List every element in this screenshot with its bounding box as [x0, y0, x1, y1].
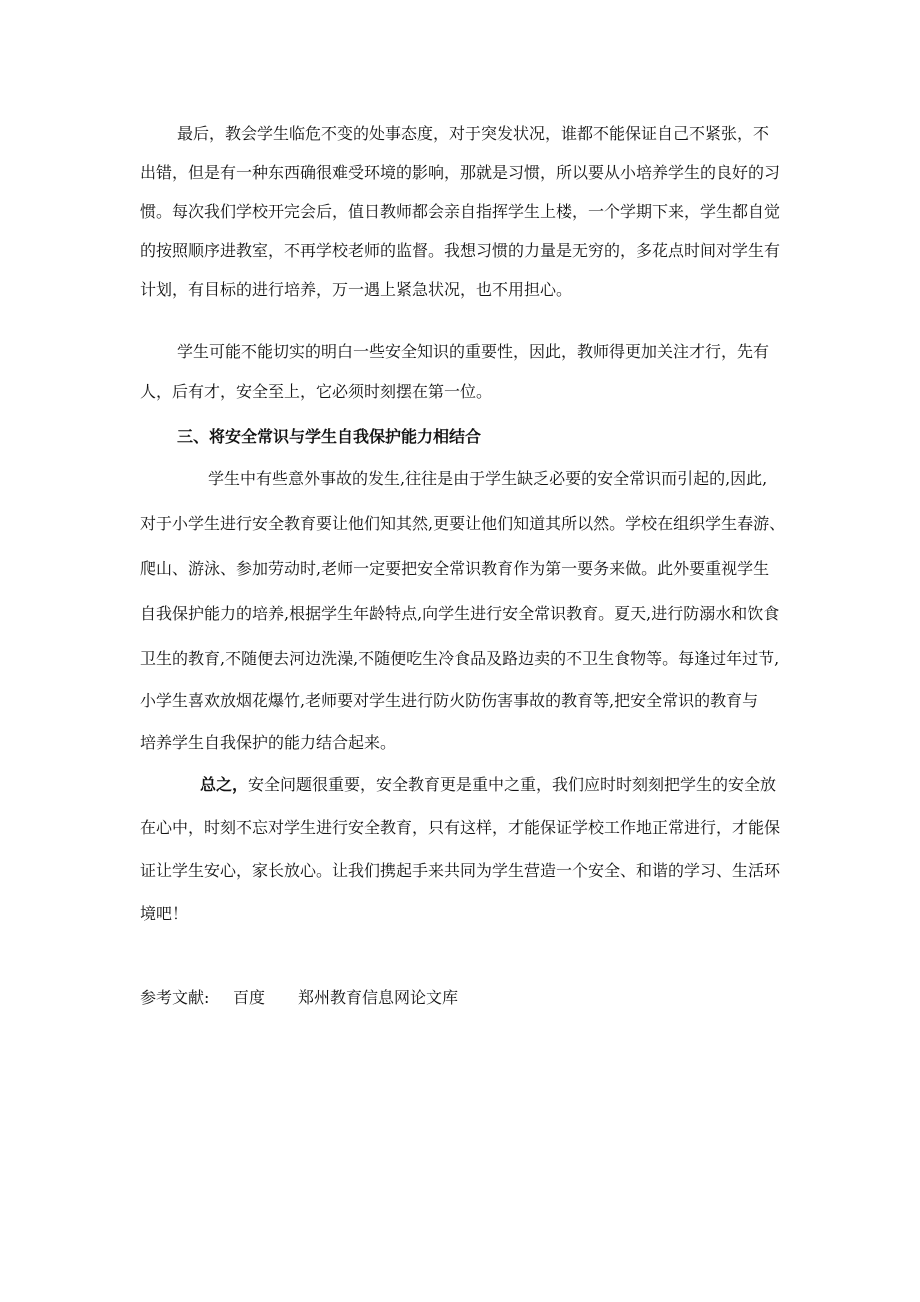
conclusion-text: 安全问题很重要，安全教育更是重中之重，我们应时时刻刻把学生的安全放	[248, 775, 777, 794]
conclusion-line: 证让学生安心，家长放心。让我们携起手来共同为学生营造一个安全、和谐的学习、生活环	[140, 861, 781, 880]
reference-item: 百度	[233, 988, 266, 1007]
paragraph-3-line: 自我保护能力的培养,根据学生年龄特点,向学生进行安全常识教育。夏天,进行防溺水和饮食	[140, 604, 780, 623]
paragraph-3-line: 小学生喜欢放烟花爆竹,老师要对学生进行防火防伤害事故的教育等,把安全常识的教育与	[140, 691, 759, 710]
conclusion-line-first	[200, 775, 776, 795]
paragraph-1-line: 最后，教会学生临危不变的处事态度，对于突发状况，谁都不能保证自己不紧张，不	[177, 124, 770, 143]
conclusion-line: 在心中，时刻不忘对学生进行安全教育，只有这样，才能保证学校工作地正常进行，才能保	[140, 818, 781, 837]
conclusion-line: 境吧！	[140, 904, 189, 923]
section-heading: 三、将安全常识与学生自我保护能力相结合	[177, 427, 482, 446]
paragraph-1-line: 出错，但是有一种东西确很难受环境的影响，那就是习惯，所以要从小培养学生的良好的习	[140, 163, 781, 182]
conclusion-lead: 总之，	[200, 775, 249, 794]
paragraph-1-line: 惯。每次我们学校开完会后，值日教师都会亲自指挥学生上楼，一个学期下来，学生都自觉	[140, 202, 781, 221]
paragraph-1-line: 的按照顺序进教室，不再学校老师的监督。我想习惯的力量是无穷的，多花点时间对学生有	[140, 241, 781, 260]
paragraph-1-line: 计划，有目标的进行培养，万一遇上紧急状况，也不用担心。	[140, 280, 573, 299]
paragraph-3-line: 卫生的教育,不随便去河边洗澡,不随便吃生冷食品及路边卖的不卫生食物等。每逢过年过节,	[140, 649, 780, 668]
paragraph-2-line: 人，后有才，安全至上，它必须时刻摆在第一位。	[140, 382, 493, 401]
references-label: 参考文献:	[140, 988, 210, 1007]
paragraph-2-line: 学生可能不能切实的明白一些安全知识的重要性，因此，教师得更加关注才行，先有	[177, 342, 770, 361]
paragraph-3-line: 爬山、游泳、参加劳动时,老师一定要把安全常识教育作为第一要务来做。此外要重视学生	[140, 559, 770, 578]
paragraph-3-line: 培养学生自我保护的能力结合起来。	[140, 733, 397, 752]
paragraph-3-line: 对于小学生进行安全教育要让他们知其然,更要让他们知道其所以然。学校在组织学生春游、	[140, 514, 786, 533]
paragraph-3-line: 学生中有些意外事故的发生,往往是由于学生缺乏必要的安全常识而引起的,因此,	[208, 469, 768, 488]
reference-item: 郑州教育信息网论文库	[298, 988, 459, 1007]
